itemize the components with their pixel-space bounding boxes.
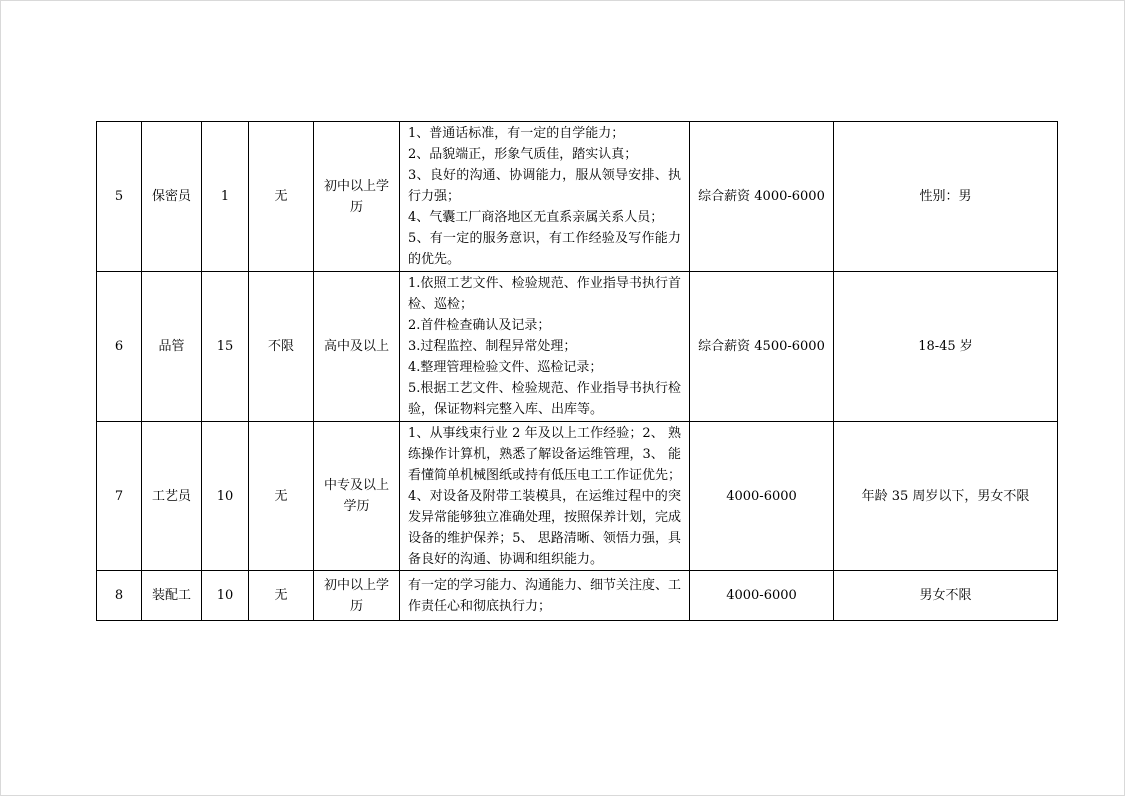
headcount: 15 [202,272,249,422]
salary: 综合薪资 4500-6000 [690,272,834,422]
table-row [97,571,1058,621]
position-name: 工艺员 [142,422,202,571]
education: 初中以上学历 [314,122,400,272]
headcount: 10 [202,422,249,571]
table-row [97,122,1058,272]
other-conditions: 性别：男 [834,122,1058,272]
other-conditions: 年龄 35 周岁以下，男女不限 [834,422,1058,571]
recruitment-table [96,121,1058,621]
education: 初中以上学历 [314,571,400,621]
row-number: 5 [97,122,142,272]
experience: 不限 [249,272,314,422]
other-conditions: 男女不限 [834,571,1058,621]
education: 高中及以上 [314,272,400,422]
requirements: 1、从事线束行业 2 年及以上工作经验；2、 熟练操作计算机，熟悉了解设备运维管理，3、 能看懂简单机械图纸或持有低压电工工作证优先； 4、对设备及附带工装模具，在运维过程中的突发异常能够独立准确处理，按照保养计划，完成设备的维护保养；5、 思路清晰、领悟力强，具备良好的沟通、协调和组织能力。 [400,422,690,571]
requirements: 1、普通话标准，有一定的自学能力； 2、品貌端正，形象气质佳，踏实认真； 3、良好的沟通、协调能力，服从领导安排、执行力强； 4、气囊工厂商洛地区无直系亲属关系人员； 5、有一定的服务意识，有工作经验及写作能力的优先。 [400,122,690,272]
education: 中专及以上学历 [314,422,400,571]
experience: 无 [249,422,314,571]
table-row [97,272,1058,422]
row-number: 8 [97,571,142,621]
requirements: 有一定的学习能力、沟通能力、细节关注度、工作责任心和彻底执行力； [400,571,690,621]
position-name: 保密员 [142,122,202,272]
salary: 4000-6000 [690,571,834,621]
row-number: 6 [97,272,142,422]
row-number: 7 [97,422,142,571]
table-row [97,422,1058,571]
salary: 4000-6000 [690,422,834,571]
requirements: 1.依照工艺文件、检验规范、作业指导书执行首检、巡检； 2.首件检查确认及记录； 3.过程监控、制程异常处理； 4.整理管理检验文件、巡检记录； 5.根据工艺文件、检验规范、作业指导书执行检验，保证物料完整入库、出库等。 [400,272,690,422]
experience: 无 [249,571,314,621]
position-name: 装配工 [142,571,202,621]
experience: 无 [249,122,314,272]
headcount: 10 [202,571,249,621]
position-name: 品管 [142,272,202,422]
other-conditions: 18-45 岁 [834,272,1058,422]
salary: 综合薪资 4000-6000 [690,122,834,272]
headcount: 1 [202,122,249,272]
